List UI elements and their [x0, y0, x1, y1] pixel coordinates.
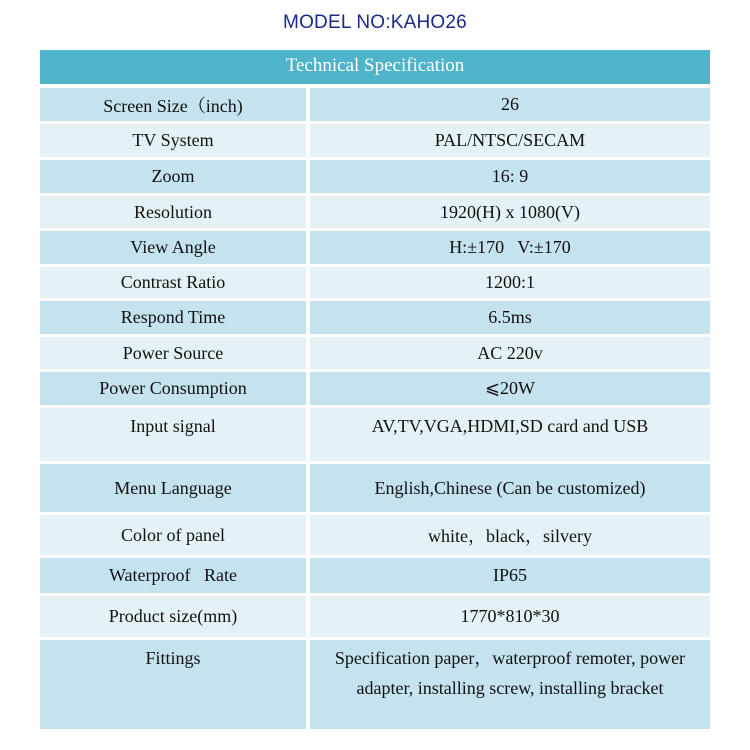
table-row	[40, 88, 710, 124]
spec-value: 16: 9	[310, 160, 710, 193]
spec-value: AC 220v	[310, 337, 710, 369]
table-row	[40, 196, 710, 231]
table-row	[40, 337, 710, 372]
spec-value-line: Specification paper，waterproof remoter, power	[334, 648, 686, 668]
table-row	[40, 640, 710, 729]
table-row	[40, 558, 710, 596]
table-row	[40, 596, 710, 640]
table-row	[40, 124, 710, 160]
table-row	[40, 372, 710, 408]
spec-value-line: adapter, installing screw, installing bracket	[356, 678, 664, 698]
spec-label: Color of panel	[40, 515, 310, 555]
spec-label: Respond Time	[40, 301, 310, 334]
spec-label: Power Consumption	[40, 372, 310, 405]
spec-value: white，black，silvery	[310, 515, 710, 555]
spec-value: ⩽20W	[310, 372, 710, 405]
spec-value: AV,TV,VGA,HDMI,SD card and USB	[310, 408, 710, 461]
spec-label: View Angle	[40, 231, 310, 264]
table-header: Technical Specification	[40, 50, 710, 88]
table-row	[40, 464, 710, 515]
spec-value: 1770*810*30	[310, 596, 710, 637]
spec-label: Product size(mm)	[40, 596, 310, 637]
table-row	[40, 160, 710, 196]
spec-label: Menu Language	[40, 464, 310, 512]
spec-label: Input signal	[40, 408, 310, 461]
spec-label: TV System	[40, 124, 310, 157]
spec-label: Waterproof Rate	[40, 558, 310, 593]
spec-value: 1920(H) x 1080(V)	[310, 196, 710, 228]
table-row	[40, 515, 710, 558]
spec-value: 1200:1	[310, 267, 710, 298]
spec-label: Zoom	[40, 160, 310, 193]
spec-table	[40, 50, 710, 729]
model-title: MODEL NO:KAHO26	[283, 12, 467, 33]
spec-value: 6.5ms	[310, 301, 710, 334]
spec-value: H:±170 V:±170	[310, 231, 710, 264]
spec-value: PAL/NTSC/SECAM	[310, 124, 710, 157]
spec-value: 26	[310, 88, 710, 121]
spec-label: Resolution	[40, 196, 310, 228]
spec-value	[310, 640, 710, 729]
spec-label: Screen Size（inch)	[40, 88, 310, 121]
spec-label: Fittings	[40, 640, 310, 729]
table-row	[40, 231, 710, 267]
table-row	[40, 301, 710, 337]
spec-value: IP65	[310, 558, 710, 593]
spec-label: Power Source	[40, 337, 310, 369]
spec-value: English,Chinese (Can be customized)	[310, 464, 710, 512]
spec-label: Contrast Ratio	[40, 267, 310, 298]
table-row	[40, 267, 710, 301]
table-row	[40, 408, 710, 464]
